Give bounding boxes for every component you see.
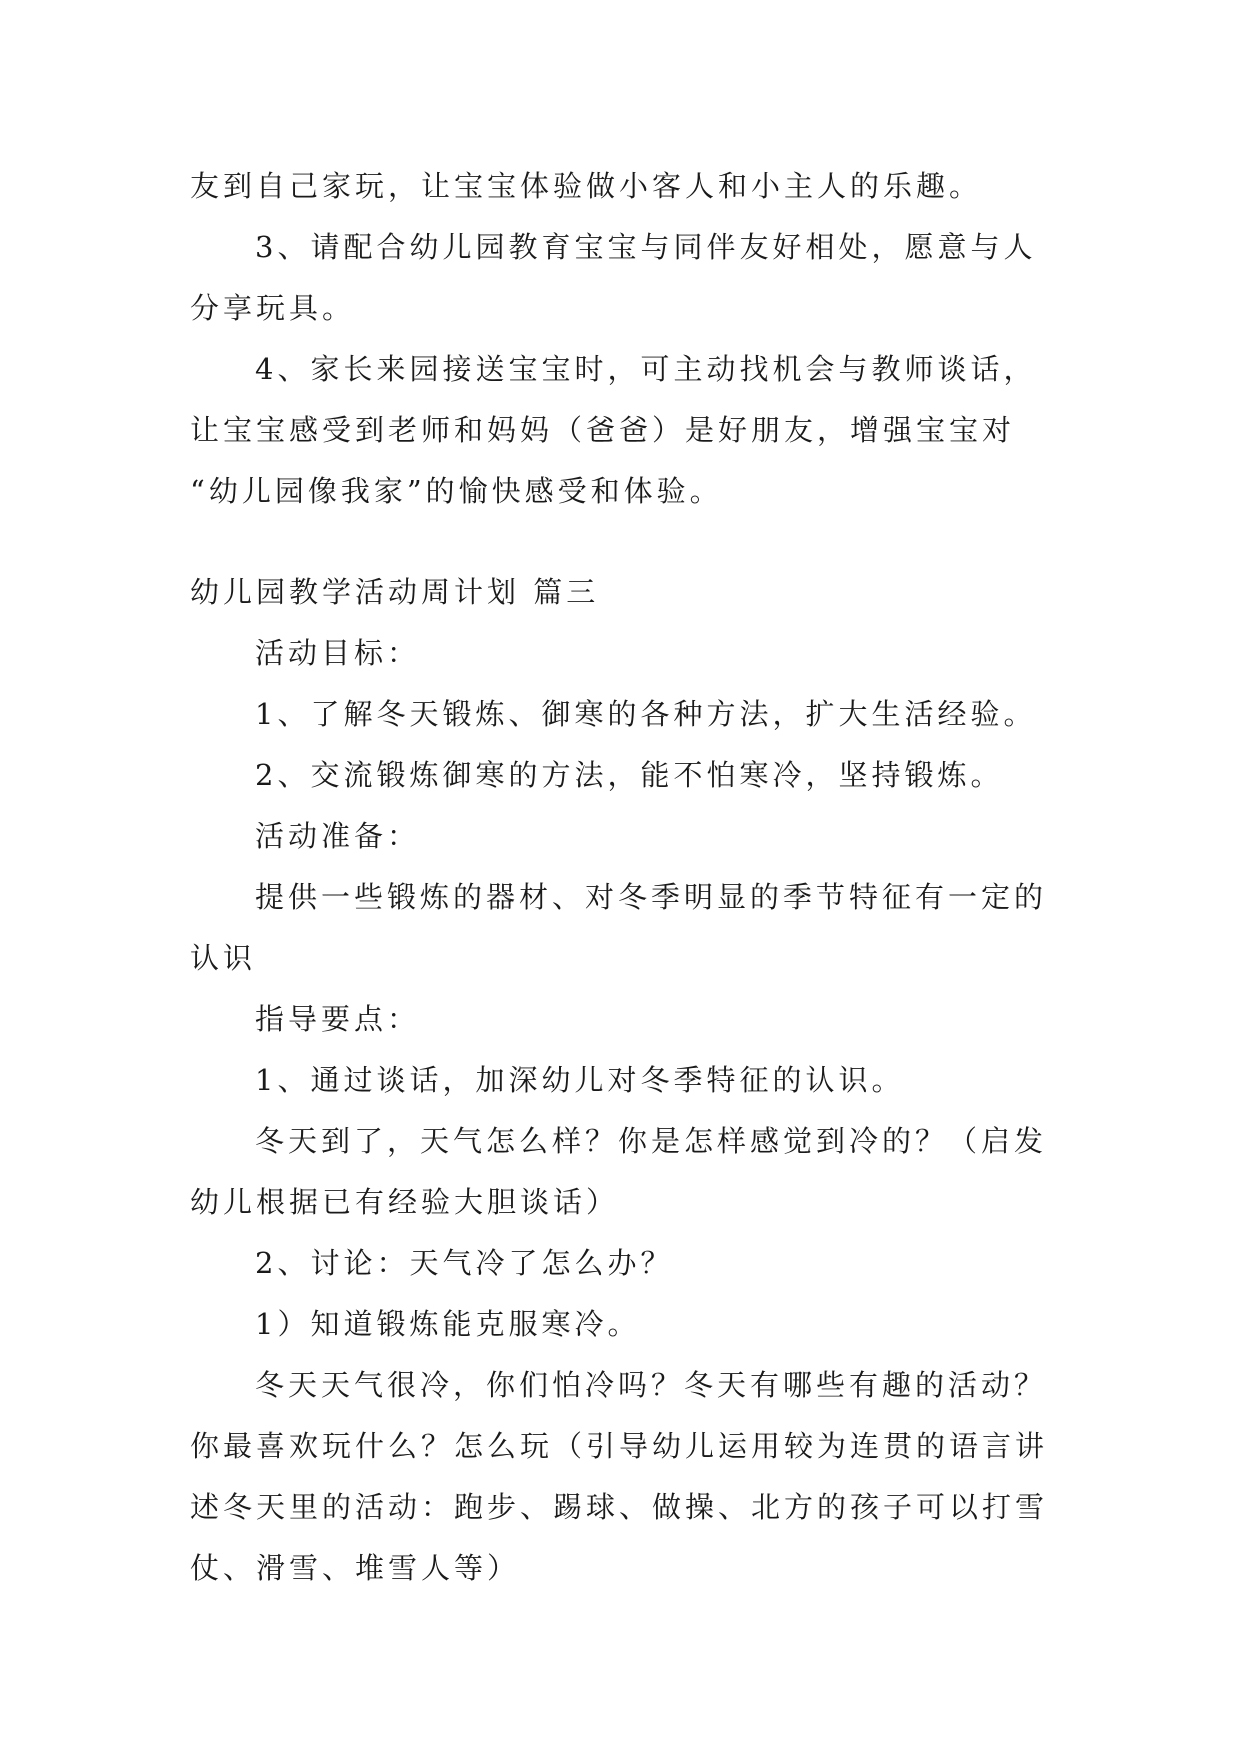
text-line: “幼儿园像我家”的愉快感受和体验。 xyxy=(190,474,723,508)
text-line: 2、交流锻炼御寒的方法，能不怕寒冷，坚持锻炼。 xyxy=(255,758,1004,792)
text-line: 1、了解冬天锻炼、御寒的各种方法，扩大生活经验。 xyxy=(255,697,1037,731)
text-line: 1）知道锻炼能克服寒冷。 xyxy=(255,1307,641,1341)
text-line: 冬天天气很冷，你们怕冷吗？冬天有哪些有趣的活动？ xyxy=(255,1368,1048,1402)
text-line: 分享玩具。 xyxy=(190,291,356,325)
text-line: 4、家长来园接送宝宝时，可主动找机会与教师谈话， xyxy=(255,352,1037,386)
text-line: 冬天到了，天气怎么样？你是怎样感觉到冷的？（启发 xyxy=(255,1124,1048,1158)
text-line: 3、请配合幼儿园教育宝宝与同伴友好相处，愿意与人 xyxy=(255,230,1037,264)
text-line: 提供一些锻炼的器材、对冬季明显的季节特征有一定的 xyxy=(255,880,1048,914)
section-heading: 幼儿园教学活动周计划 篇三 xyxy=(190,575,600,609)
text-line: 活动准备： xyxy=(255,819,421,853)
text-line: 活动目标： xyxy=(255,636,421,670)
text-line: 让宝宝感受到老师和妈妈（爸爸）是好朋友，增强宝宝对 xyxy=(190,413,1016,447)
text-line: 幼儿根据已有经验大胆谈话） xyxy=(190,1185,620,1219)
text-line: 你最喜欢玩什么？怎么玩（引导幼儿运用较为连贯的语言讲 xyxy=(190,1429,1049,1463)
text-line: 仗、滑雪、堆雪人等） xyxy=(190,1551,521,1585)
text-line: 指导要点： xyxy=(255,1002,421,1036)
text-line: 述冬天里的活动：跑步、踢球、做操、北方的孩子可以打雪 xyxy=(190,1490,1049,1524)
text-line: 2、讨论：天气冷了怎么办？ xyxy=(255,1246,674,1280)
text-line: 友到自己家玩，让宝宝体验做小客人和小主人的乐趣。 xyxy=(190,169,983,203)
text-line: 1、通过谈话，加深幼儿对冬季特征的认识。 xyxy=(255,1063,905,1097)
text-line: 认识 xyxy=(190,941,257,975)
